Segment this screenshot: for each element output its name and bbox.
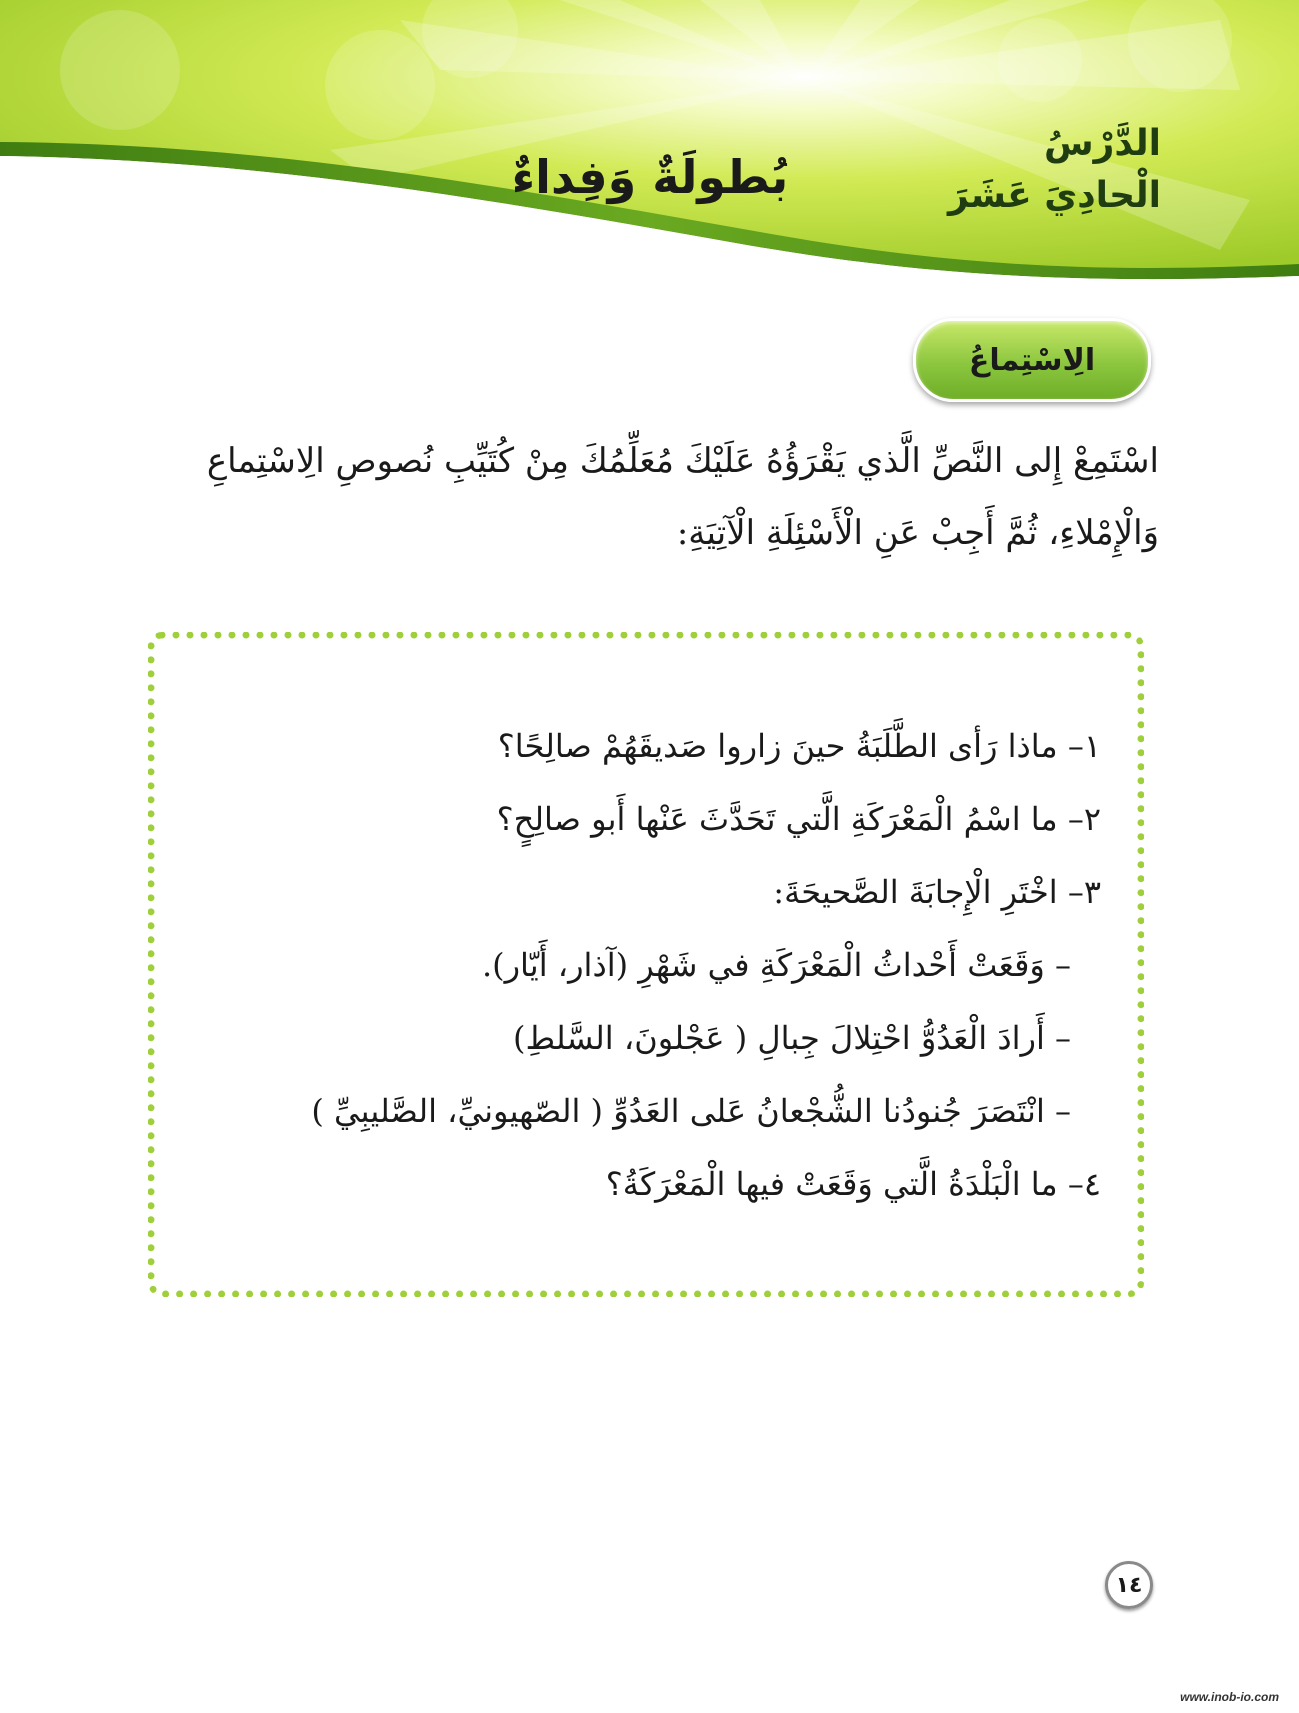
instructions-paragraph <box>139 425 1159 569</box>
watermark: www.inob-io.com <box>1180 1690 1279 1704</box>
lesson-number-line2: الْحادِيَ عَشَرَ <box>948 175 1161 216</box>
lesson-number-line1: الدَّرْسُ <box>1043 123 1161 164</box>
lesson-title: بُطولَةٌ وَفِداءٌ <box>511 150 789 204</box>
question-3-choice-c: – انْتَصَرَ جُنودُنا الشُّجْعانُ عَلى العَدُوِّ ( الصّهيونيِّ، الصَّليبِيِّ ) <box>311 1092 1071 1130</box>
instructions-line-1: اسْتَمِعْ إِلى النَّصِّ الَّذي يَقْرَؤُهُ عَلَيْكَ مُعَلِّمُكَ مِنْ كُتَيِّبِ نُصوصِ الِاسْتِماعِ <box>206 441 1159 481</box>
page-number: ١٤ <box>1105 1561 1153 1609</box>
lesson-number <box>941 118 1161 222</box>
question-2: ٢– ما اسْمُ الْمَعْرَكَةِ الَّتي تَحَدَّثَ عَنْها أَبو صالِحٍ؟ <box>496 800 1101 838</box>
questions-list <box>221 710 1101 1221</box>
question-3-choice-b: – أَرادَ الْعَدُوُّ احْتِلالَ جِبالِ ( عَجْلونَ، السَّلطِ) <box>513 1019 1071 1057</box>
question-3: ٣– اخْتَرِ الْإِجابَةَ الصَّحيحَةَ: <box>773 873 1101 911</box>
instructions-line-2: وَالْإِمْلاءِ، ثُمَّ أَجِبْ عَنِ الْأَسْئِلَةِ الْآتِيَةِ: <box>676 513 1159 553</box>
question-4: ٤– ما الْبَلْدَةُ الَّتي وَقَعَتْ فيها الْمَعْرَكَةُ؟ <box>605 1165 1101 1203</box>
question-1: ١– ماذا رَأى الطَّلَبَةُ حينَ زاروا صَديقَهُمْ صالِحًا؟ <box>497 727 1101 765</box>
section-heading-label: الِاسْتِماعُ <box>968 342 1096 378</box>
section-heading-listening <box>913 318 1151 402</box>
question-3-choice-a: – وَقَعَتْ أَحْداثُ الْمَعْرَكَةِ في شَهْرِ (آذار، أَيّار). <box>481 946 1071 984</box>
